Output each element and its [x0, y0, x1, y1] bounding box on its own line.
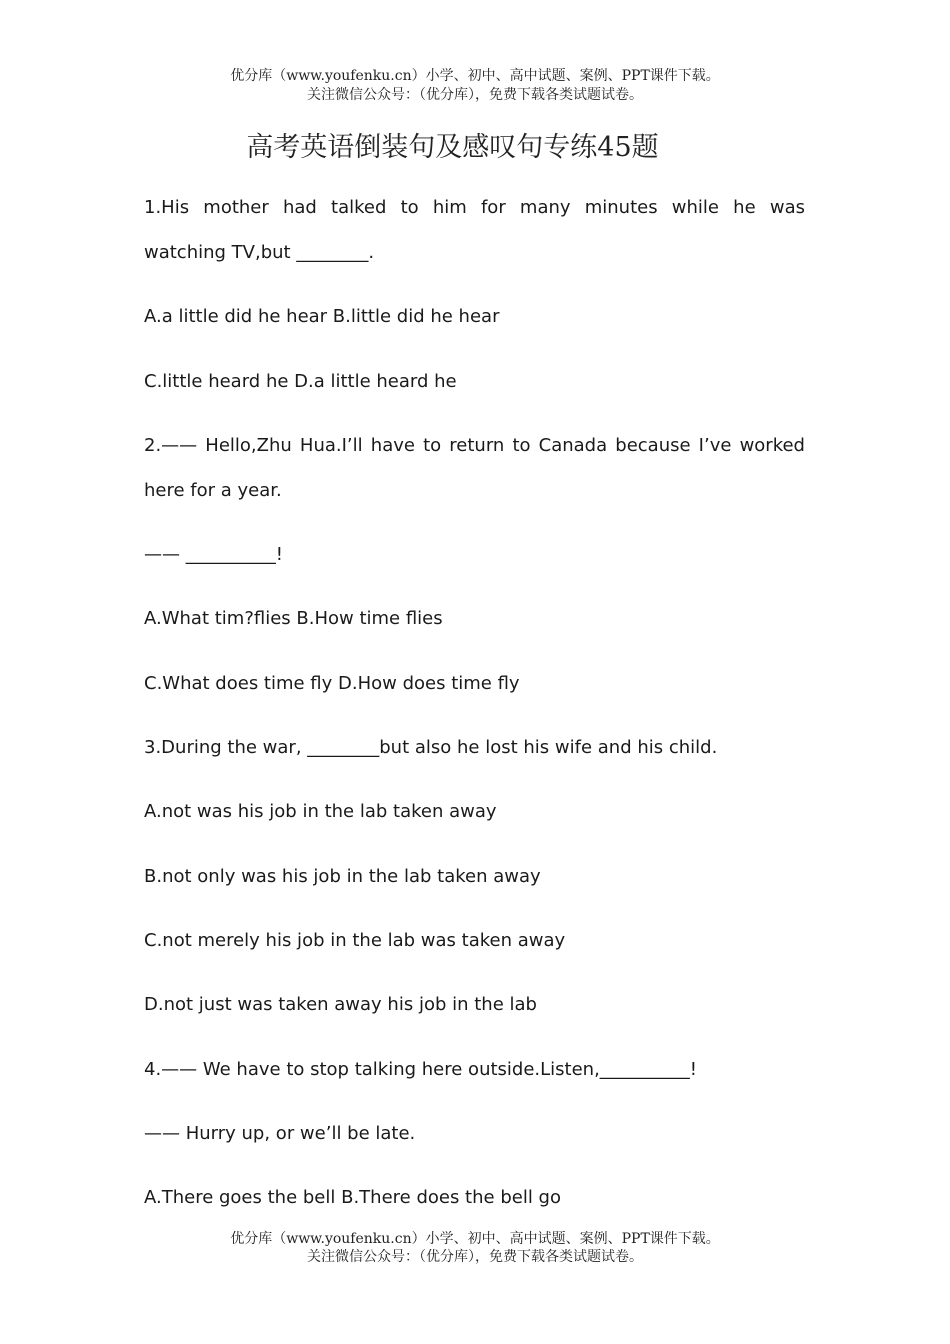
question-2-line-2: here for a year. — [144, 480, 282, 501]
question-4-line-1: 4.—— We have to stop talking here outside.Listen,__________! — [144, 1059, 698, 1080]
footer-line-2: 关注微信公众号：（优分库），免费下载各类试题试卷。 — [307, 1249, 643, 1265]
question-3-option-b: B.not only was his job in the lab taken away — [144, 866, 541, 887]
question-1-line-2: watching TV,but ________. — [144, 242, 375, 263]
question-3-option-a: A.not was his job in the lab taken away — [144, 801, 497, 822]
header-line-1: 优分库（www.youfenku.cn）小学、初中、高中试题、案例、PPT课件下载。 — [230, 68, 720, 84]
question-2-line-3: —— __________! — [144, 544, 283, 565]
page-title: 高考英语倒装句及感叹句专练45题 — [246, 132, 659, 163]
question-3-line-1: 3.During the war, ________but also he lost his wife and his child. — [144, 737, 718, 758]
question-2-options-cd: C.What does time fly D.How does time fly — [144, 673, 520, 694]
question-3-option-c: C.not merely his job in the lab was taken away — [144, 930, 566, 951]
question-1-line-1: 1.His mother had talked to him for many minutes while he was — [144, 197, 805, 218]
question-4-options-ab: A.There goes the bell B.There does the bell go — [144, 1187, 561, 1208]
question-4-line-2: —— Hurry up, or we’ll be late. — [144, 1123, 416, 1144]
question-1-options-cd: C.little heard he D.a little heard he — [144, 371, 457, 392]
header-line-2: 关注微信公众号：（优分库），免费下载各类试题试卷。 — [307, 87, 643, 103]
footer-line-1: 优分库（www.youfenku.cn）小学、初中、高中试题、案例、PPT课件下载。 — [230, 1231, 720, 1247]
question-2-options-ab: A.What tim?flies B.How time flies — [144, 608, 443, 629]
question-1-options-ab: A.a little did he hear B.little did he hear — [144, 306, 500, 327]
question-3-option-d: D.not just was taken away his job in the lab — [144, 994, 537, 1015]
question-2-line-1: 2.—— Hello,Zhu Hua.I’ll have to return to Canada because I’ve worked — [144, 435, 805, 456]
